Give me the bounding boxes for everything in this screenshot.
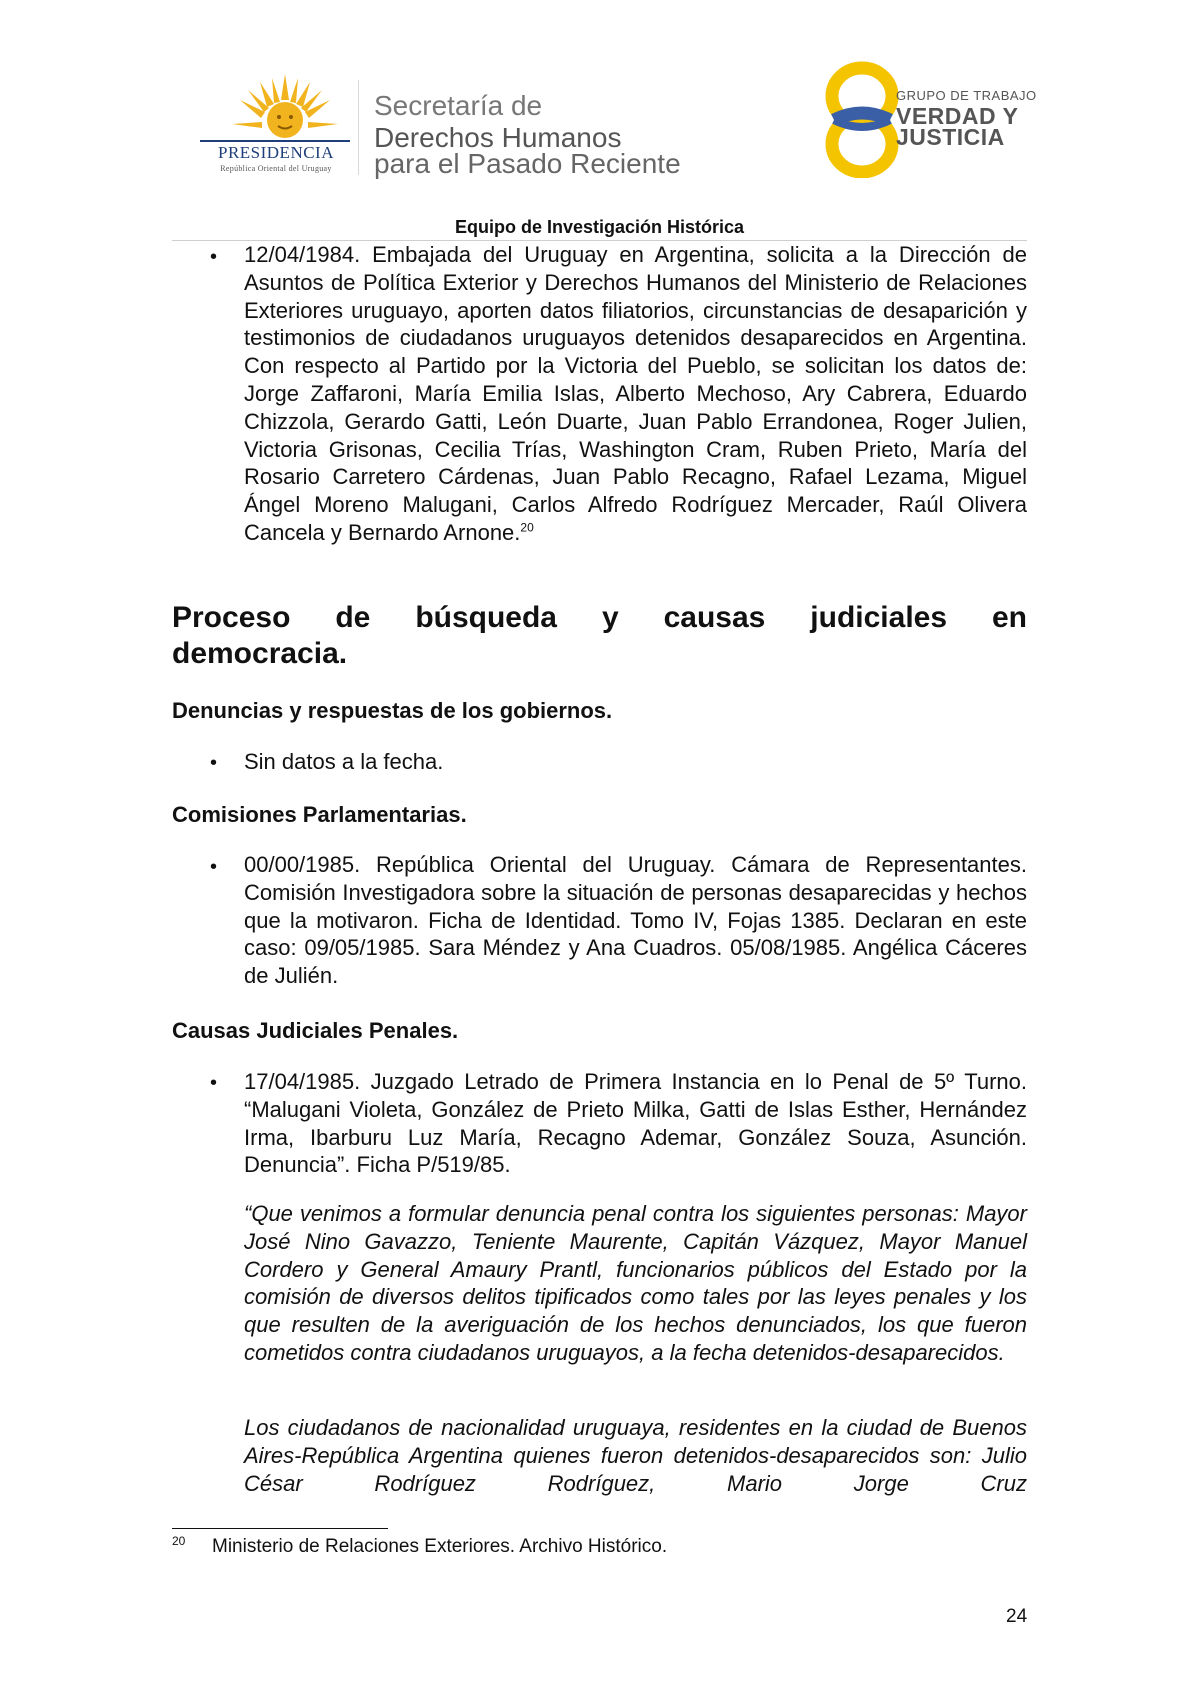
footnote-number: 20	[172, 1534, 186, 1548]
sun-logo-icon	[230, 72, 340, 142]
subsection-title-causas: Causas Judiciales Penales.	[172, 1018, 459, 1043]
section-heading-line-2: democracia.	[172, 637, 348, 670]
footnote-ref: 20	[520, 520, 534, 535]
bullet-icon: •	[210, 1072, 218, 1094]
bullet-icon: •	[210, 752, 218, 774]
footnote-rule	[172, 1528, 388, 1529]
presidencia-divider	[200, 140, 350, 142]
quote-paragraph-1: “Que venimos a formular denuncia penal contra los siguientes personas: Mayor José Nino Gavazzo, Teniente Maurente, Capitán Vázquez, Mayor Manuel Cordero y General Amaury Prantl, funcionarios públicos del Estado por la comisión de diversos delitos tipificados como tales por las leyes penales y los que resulten de la averiguación de los hechos denunciados, los que fueron cometidos contra ciudadanos uruguayos, a la fecha detenidos-desaparecidos.	[244, 1201, 1027, 1365]
list-item: 00/00/1985. República Oriental del Uruguay. Cámara de Representantes. Comisión Investigadora sobre la situación de personas desaparecidas y hechos que la motivaron. Ficha de Identidad. Tomo IV, Fojas 1385. Declaran en este caso: 09/05/1985. Sara Méndez y Ana Cuadros. 05/08/1985. Angélica Cáceres de Julién.	[244, 852, 1027, 989]
secretaria-line-3: para el Pasado Reciente	[374, 148, 681, 179]
footnote-text: Ministerio de Relaciones Exteriores. Archivo Histórico.	[212, 1536, 668, 1557]
list-item: 17/04/1985. Juzgado Letrado de Primera Instancia en lo Penal de 5º Turno. “Malugani Violeta, González de Prieto Milka, Gatti de Islas Esther, Hernández Irma, Ibarburu Luz María, Recagno Ademar, González Souza, Asunción. Denuncia”. Ficha P/519/85.	[244, 1069, 1027, 1178]
quote-paragraph-2: Los ciudadanos de nacionalidad uruguaya, residentes en la ciudad de Buenos Aires-República Argentina quienes fueron detenidos-desaparecidos son: Julio César Rodríguez Rodríguez, Mario Jorge Cruz	[244, 1415, 1027, 1496]
secretaria-line-1: Secretaría de	[374, 90, 543, 121]
secretaria-line-2: Derechos Humanos	[374, 122, 622, 153]
subsection-title-comisiones: Comisiones Parlamentarias.	[172, 802, 467, 827]
list-item	[244, 241, 1027, 547]
grupo-label: GRUPO DE TRABAJO	[896, 88, 1037, 103]
bullet-icon: •	[210, 856, 218, 878]
list-item: Sin datos a la fecha.	[244, 749, 444, 774]
list-item-text: 12/04/1984. Embajada del Uruguay en Argentina, solicita a la Dirección de Asuntos de Política Exterior y Derechos Humanos del Ministerio de Relaciones Exteriores uruguayo, aporten datos filiatorios, circunstancias de desaparición y testimonios de ciudadanos uruguayos detenidos desaparecidos en Argentina. Con respecto al Partido por la Victoria del Pueblo, se solicitan los datos de: Jorge Zaffaroni, María Emilia Islas, Alberto Mechoso, Ary Cabrera, Eduardo Chizzola, Gerardo Gatti, León Duarte, Juan Pablo Errandonea, Roger Julien, Victoria Grisonas, Cecilia Trías, Washington Cram, Ruben Prieto, María del Rosario Carretero Cárdenas, Juan Pablo Recagno, Rafael Lezama, Miguel Ángel Moreno Malugani, Carlos Alfredo Rodríguez Mercader, Raúl Olivera Cancela y Bernardo Arnone.	[244, 242, 1027, 545]
presidencia-label: PRESIDENCIA	[217, 143, 334, 162]
justicia-label: JUSTICIA	[896, 124, 1005, 150]
bullet-icon: •	[210, 246, 218, 268]
presidencia-subtitle: República Oriental del Uruguay	[220, 164, 332, 173]
verdad-label: VERDAD Y	[896, 103, 1019, 129]
section-heading	[172, 600, 1027, 672]
team-title: Equipo de Investigación Histórica	[454, 217, 745, 237]
page-number: 24	[1006, 1606, 1028, 1627]
header-separator	[358, 80, 359, 175]
subsection-title-denuncias: Denuncias y respuestas de los gobiernos.	[172, 698, 613, 723]
section-heading-line-1: Proceso de búsqueda y causas judiciales en	[172, 601, 1027, 634]
